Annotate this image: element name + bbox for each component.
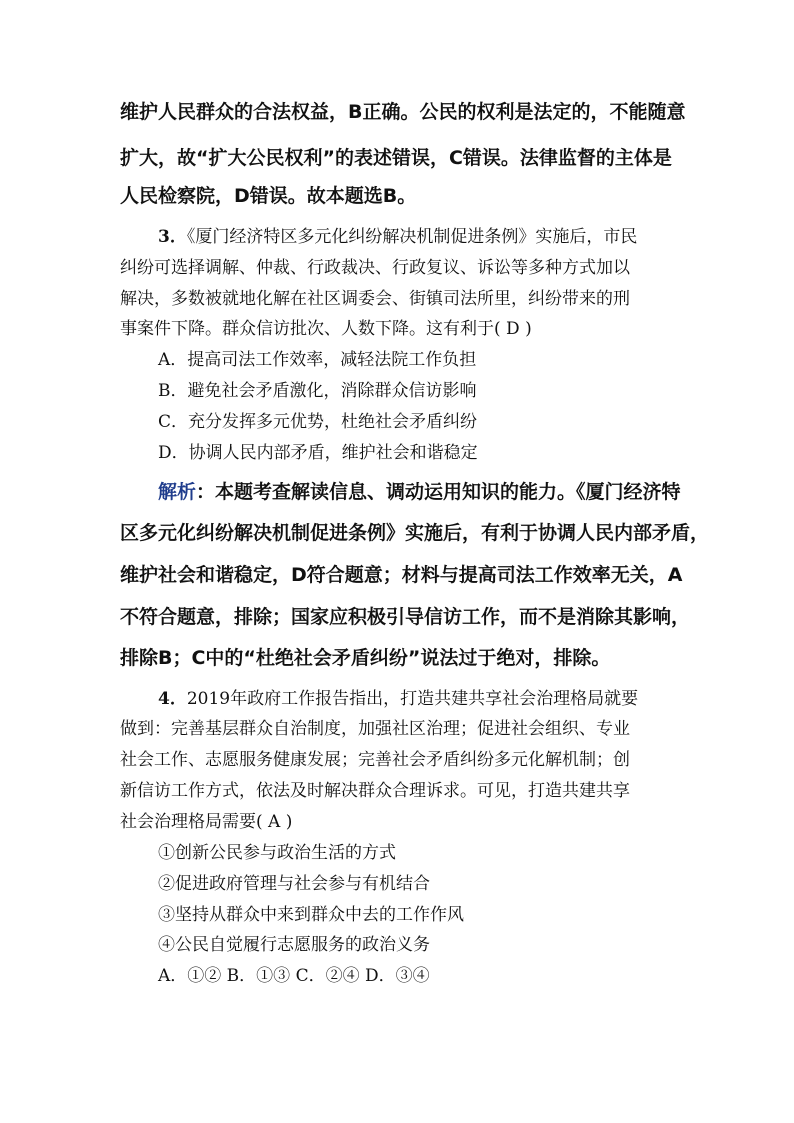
statement-4: ④公民自觉履行志愿服务的政治义务 [158, 935, 430, 955]
question-number: 3． [158, 227, 187, 247]
analysis-line [158, 480, 681, 504]
analysis-line: 排除B；C中的“杜绝社会矛盾纠纷”说法过于绝对，排除。 [120, 647, 611, 669]
analysis-line: 不符合题意，排除；国家应积极引导信访工作，而不是消除其影响， [120, 606, 691, 628]
analysis-label: 解析 [158, 481, 197, 503]
analysis-line: 区多元化纠纷解决机制促进条例》实施后，有利于协调人民内部矛盾， [120, 522, 710, 544]
explanation-line: 扩大，故“扩大公民权利”的表述错误，C错误。法律监督的主体是 [120, 147, 672, 169]
explanation-line: 维护人民群众的合法权益，B正确。公民的权利是法定的，不能随意 [120, 101, 686, 123]
option-b: B．避免社会矛盾激化，消除群众信访影响 [158, 381, 477, 401]
explanation-line: 人民检察院，D错误。故本题选B。 [120, 185, 417, 207]
question-number: 4． [158, 689, 187, 709]
analysis-text: ：本题考查解读信息、调动运用知识的能力。《厦门经济特 [196, 481, 681, 503]
question-3-stem [158, 226, 637, 248]
option-a: A．提高司法工作效率，减轻法院工作负担 [158, 350, 477, 370]
analysis-line: 维护社会和谐稳定，D符合题意；材料与提高司法工作效率无关，A [120, 564, 683, 586]
question-stem-line: 2019年政府工作报告指出，打造共建共享社会治理格局就要 [186, 689, 639, 709]
question-stem-line: 社会工作、志愿服务健康发展；完善社会矛盾纠纷多元化解机制；创 [120, 750, 630, 770]
question-4-stem [158, 688, 638, 710]
question-stem-line: 事案件下降。群众信访批次、人数下降。这有利于( D ) [120, 319, 532, 339]
question-stem-line: 新信访工作方式，依法及时解决群众合理诉求。可见，打造共建共享 [120, 781, 630, 801]
answer-choices: A．①② B．①③ C．②④ D．③④ [158, 966, 430, 986]
statement-1: ①创新公民参与政治生活的方式 [158, 843, 396, 863]
question-stem-line: 解决，多数被就地化解在社区调委会、街镇司法所里，纠纷带来的刑 [120, 289, 630, 309]
statement-2: ②促进政府管理与社会参与有机结合 [158, 874, 430, 894]
question-stem-line: 纠纷可选择调解、仲裁、行政裁决、行政复议、诉讼等多种方式加以 [120, 258, 630, 278]
question-stem-line: 做到：完善基层群众自治制度，加强社区治理；促进社会组织、专业 [120, 719, 630, 739]
option-d: D．协调人民内部矛盾，维护社会和谐稳定 [158, 443, 478, 463]
question-stem-line: 《厦门经济特区多元化纠纷解决机制促进条例》实施后，市民 [186, 227, 638, 247]
option-c: C．充分发挥多元优势，杜绝社会矛盾纠纷 [158, 412, 478, 432]
question-stem-line: 社会治理格局需要( A ) [120, 812, 293, 832]
statement-3: ③坚持从群众中来到群众中去的工作作风 [158, 905, 464, 925]
